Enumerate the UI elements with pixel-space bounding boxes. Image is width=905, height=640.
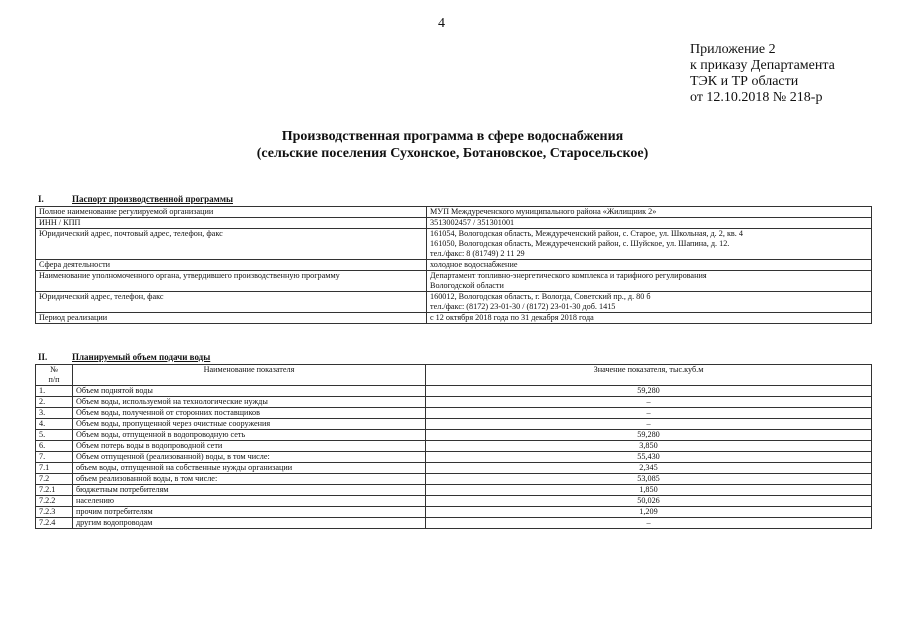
row-name: Объем поднятой воды	[73, 386, 426, 397]
row-value: 53,085	[426, 474, 872, 485]
row-value: 50,026	[426, 496, 872, 507]
row-value: –	[426, 518, 872, 529]
section-1-number: I.	[38, 194, 44, 204]
passport-value-line: Департамент топливно-энергетического комплекса и тарифного регулирования	[430, 271, 707, 280]
passport-value	[427, 229, 872, 260]
volume-row	[36, 441, 872, 452]
row-value: 2,345	[426, 463, 872, 474]
passport-row	[36, 271, 872, 292]
passport-row	[36, 218, 872, 229]
section-1-heading	[38, 194, 233, 204]
row-name: Объем потерь воды в водопроводной сети	[73, 441, 426, 452]
row-value: 55,430	[426, 452, 872, 463]
row-number: 2.	[36, 397, 73, 408]
row-name: объем реализованной воды, в том числе:	[73, 474, 426, 485]
section-1-title: Паспорт производственной программы	[72, 194, 233, 204]
row-name: другим водопроводам	[73, 518, 426, 529]
section-2-title: Планируемый объем подачи воды	[72, 352, 211, 362]
header-value: Значение показателя, тыс.куб.м	[426, 365, 872, 386]
row-value: –	[426, 397, 872, 408]
header-num-line2: п/п	[48, 375, 60, 384]
row-value: –	[426, 408, 872, 419]
section-2-number: II.	[38, 352, 48, 362]
passport-value-line: 3513002457 / 351301001	[430, 218, 515, 227]
passport-value-line: 160012, Вологодская область, г. Вологда, Советский пр., д. 80 б	[430, 292, 651, 301]
volume-row	[36, 463, 872, 474]
row-name: прочим потребителям	[73, 507, 426, 518]
row-name: Объем воды, используемой на технологические нужды	[73, 397, 426, 408]
passport-row	[36, 260, 872, 271]
header-num-line1: №	[50, 365, 58, 374]
row-name: бюджетным потребителям	[73, 485, 426, 496]
row-number: 7.2.1	[36, 485, 73, 496]
row-name: Объем воды, пропущенной через очистные сооружения	[73, 419, 426, 430]
passport-value-line: с 12 октября 2018 года по 31 декабря 2018 года	[430, 313, 594, 322]
row-number: 7.2.4	[36, 518, 73, 529]
volume-row	[36, 485, 872, 496]
passport-row	[36, 229, 872, 260]
row-name: Объем воды, отпущенной в водопроводную сеть	[73, 430, 426, 441]
passport-label: Полное наименование регулируемой организации	[36, 207, 427, 218]
row-name: населению	[73, 496, 426, 507]
volume-row	[36, 452, 872, 463]
passport-value-line: тел./факс: (8172) 23-01-30 / (8172) 23-01-30 доб. 1415	[430, 302, 616, 311]
volume-row	[36, 518, 872, 529]
passport-value-line: тел./факс: 8 (81749) 2 11 29	[430, 249, 525, 258]
passport-value	[427, 218, 872, 229]
row-number: 7.2.3	[36, 507, 73, 518]
passport-value-line: Вологодской области	[430, 281, 504, 290]
row-value: 3,850	[426, 441, 872, 452]
volume-row	[36, 474, 872, 485]
passport-label: Сфера деятельности	[36, 260, 427, 271]
row-number: 1.	[36, 386, 73, 397]
row-number: 3.	[36, 408, 73, 419]
header-num	[36, 365, 73, 386]
title-line-2: (сельские поселения Сухонское, Ботановское, Старосельское)	[256, 146, 649, 161]
volume-row	[36, 419, 872, 430]
passport-table	[35, 206, 872, 324]
row-name: объем воды, отпущенной на собственные нужды организации	[73, 463, 426, 474]
volume-row	[36, 408, 872, 419]
header-name: Наименование показателя	[73, 365, 426, 386]
volume-table-header	[36, 365, 872, 386]
appendix-line: ТЭК и ТР области	[690, 74, 799, 89]
row-name: Объем воды, полученной от сторонних поставщиков	[73, 408, 426, 419]
passport-label: Период реализации	[36, 313, 427, 324]
row-number: 7.	[36, 452, 73, 463]
volume-table	[35, 364, 872, 529]
passport-row	[36, 292, 872, 313]
passport-value-line: 161050, Вологодская область, Междуреченский район, с. Шуйское, ул. Шапина, д. 12.	[430, 239, 730, 248]
row-value: 59,280	[426, 386, 872, 397]
document-title	[0, 128, 905, 162]
section-2-heading	[38, 352, 210, 362]
volume-row	[36, 507, 872, 518]
row-number: 5.	[36, 430, 73, 441]
row-value: 1,850	[426, 485, 872, 496]
passport-label: Юридический адрес, телефон, факс	[36, 292, 427, 313]
passport-label: Юридический адрес, почтовый адрес, телефон, факс	[36, 229, 427, 260]
appendix-line: Приложение 2	[690, 42, 776, 57]
row-name: Объем отпущенной (реализованной) воды, в том числе:	[73, 452, 426, 463]
page-number: 4	[438, 16, 445, 31]
row-value: 1,209	[426, 507, 872, 518]
row-number: 4.	[36, 419, 73, 430]
appendix-block	[690, 42, 835, 106]
passport-value-line: 161054, Вологодская область, Междуреченский район, с. Старое, ул. Школьная, д. 2, кв. 4	[430, 229, 743, 238]
volume-row	[36, 386, 872, 397]
passport-value	[427, 292, 872, 313]
title-line-1: Производственная программа в сфере водоснабжения	[281, 129, 624, 144]
volume-row	[36, 430, 872, 441]
passport-value	[427, 260, 872, 271]
appendix-line: к приказу Департамента	[690, 58, 835, 73]
passport-value	[427, 313, 872, 324]
passport-value-line: холодное водоснабжение	[430, 260, 518, 269]
row-value: 59,280	[426, 430, 872, 441]
row-number: 7.2.2	[36, 496, 73, 507]
passport-row	[36, 313, 872, 324]
volume-row	[36, 397, 872, 408]
row-number: 6.	[36, 441, 73, 452]
appendix-line: от 12.10.2018 № 218-р	[690, 90, 823, 105]
row-value: –	[426, 419, 872, 430]
row-number: 7.1	[36, 463, 73, 474]
row-number: 7.2	[36, 474, 73, 485]
passport-value	[427, 271, 872, 292]
passport-label: Наименование уполномоченного органа, утвердившего производственную программу	[36, 271, 427, 292]
passport-label: ИНН / КПП	[36, 218, 427, 229]
passport-row	[36, 207, 872, 218]
passport-value	[427, 207, 872, 218]
passport-value-line: МУП Междуреченского муниципального района «Жилищник 2»	[430, 207, 657, 216]
volume-row	[36, 496, 872, 507]
